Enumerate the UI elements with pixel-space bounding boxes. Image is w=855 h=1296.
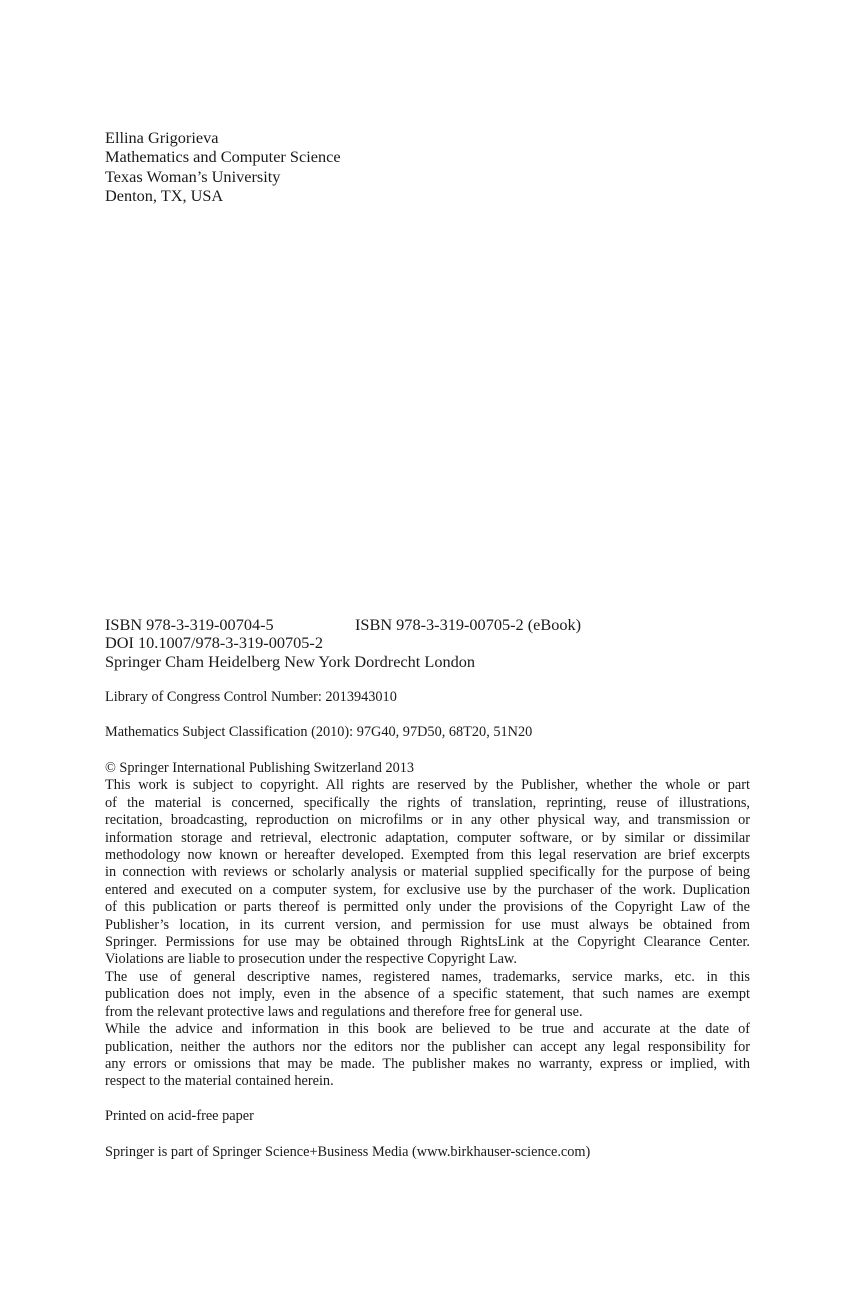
copyright-line: © Springer International Publishing Switzerland 2013 (105, 760, 415, 776)
publisher-cities: Springer Cham Heidelberg New York Dordrecht London (105, 651, 476, 671)
copyright-line: The use of general descriptive names, registered names, trademarks, service marks, etc. in this (105, 968, 750, 985)
loc-number: Library of Congress Control Number: 2013943010 (105, 689, 397, 705)
copyright-line: information storage and retrieval, electronic adaptation, computer software, or by similar or dissimilar (105, 829, 750, 846)
isbn-print: ISBN 978-3-319-00704-5 (105, 615, 274, 634)
copyright-line: This work is subject to copyright. All rights are reserved by the Publisher, whether the whole or part (105, 777, 750, 794)
subject-classification: Mathematics Subject Classification (2010): 97G40, 97D50, 68T20, 51N20 (105, 724, 533, 740)
copyright-line: in connection with reviews or scholarly analysis or material supplied specifically for the purpose of being (105, 864, 750, 881)
copyright-line: Publisher’s location, in its current version, and permission for use must always be obtained from (105, 916, 750, 933)
author-department: Mathematics and Computer Science (105, 147, 341, 167)
author-block (105, 128, 341, 205)
copyright-line: entered and executed on a computer system, for exclusive use by the purchaser of the work. Duplication (105, 881, 750, 898)
author-name: Ellina Grigorieva (105, 128, 219, 147)
copyright-line: respect to the material contained herein. (105, 1073, 334, 1090)
copyright-line: While the advice and information in this book are believed to be true and accurate at the date of (105, 1021, 750, 1038)
copyright-line: methodology now known or hereafter developed. Exempted from this legal reservation are brief excerpts (105, 847, 750, 864)
author-university: Texas Woman’s University (105, 166, 281, 186)
copyright-line: publication, neither the authors nor the editors nor the publisher can accept any legal responsibility for (105, 1038, 750, 1055)
copyright-line: publication does not imply, even in the absence of a specific statement, that such names are exempt (105, 986, 750, 1003)
isbn-ebook: ISBN 978-3-319-00705-2 (eBook) (355, 615, 582, 634)
springer-part-note: Springer is part of Springer Science+Business Media (www.birkhauser-science.com) (105, 1144, 591, 1160)
copyright-line: recitation, broadcasting, reproduction on microfilms or in any other physical way, and transmission or (105, 812, 750, 829)
copyright-line: of the material is concerned, specifically the rights of translation, reprinting, reuse of illustrations, (105, 794, 750, 811)
copyright-line: any errors or omissions that may be made. The publisher makes no warranty, express or implied, with (105, 1055, 750, 1072)
copyright-line: from the relevant protective laws and regulations and therefore free for general use. (105, 1003, 583, 1020)
author-location: Denton, TX, USA (105, 185, 224, 205)
isbn-block (105, 616, 581, 671)
doi: DOI 10.1007/978-3-319-00705-2 (105, 633, 323, 653)
copyright-line: of this publication or parts thereof is permitted only under the provisions of the Copyright Law of the (105, 899, 750, 916)
copyright-notice (105, 760, 750, 1091)
printed-note: Printed on acid-free paper (105, 1108, 254, 1124)
copyright-line: Violations are liable to prosecution under the respective Copyright Law. (105, 951, 517, 968)
copyright-line: Springer. Permissions for use may be obtained through RightsLink at the Copyright Clearance Center. (105, 934, 750, 951)
